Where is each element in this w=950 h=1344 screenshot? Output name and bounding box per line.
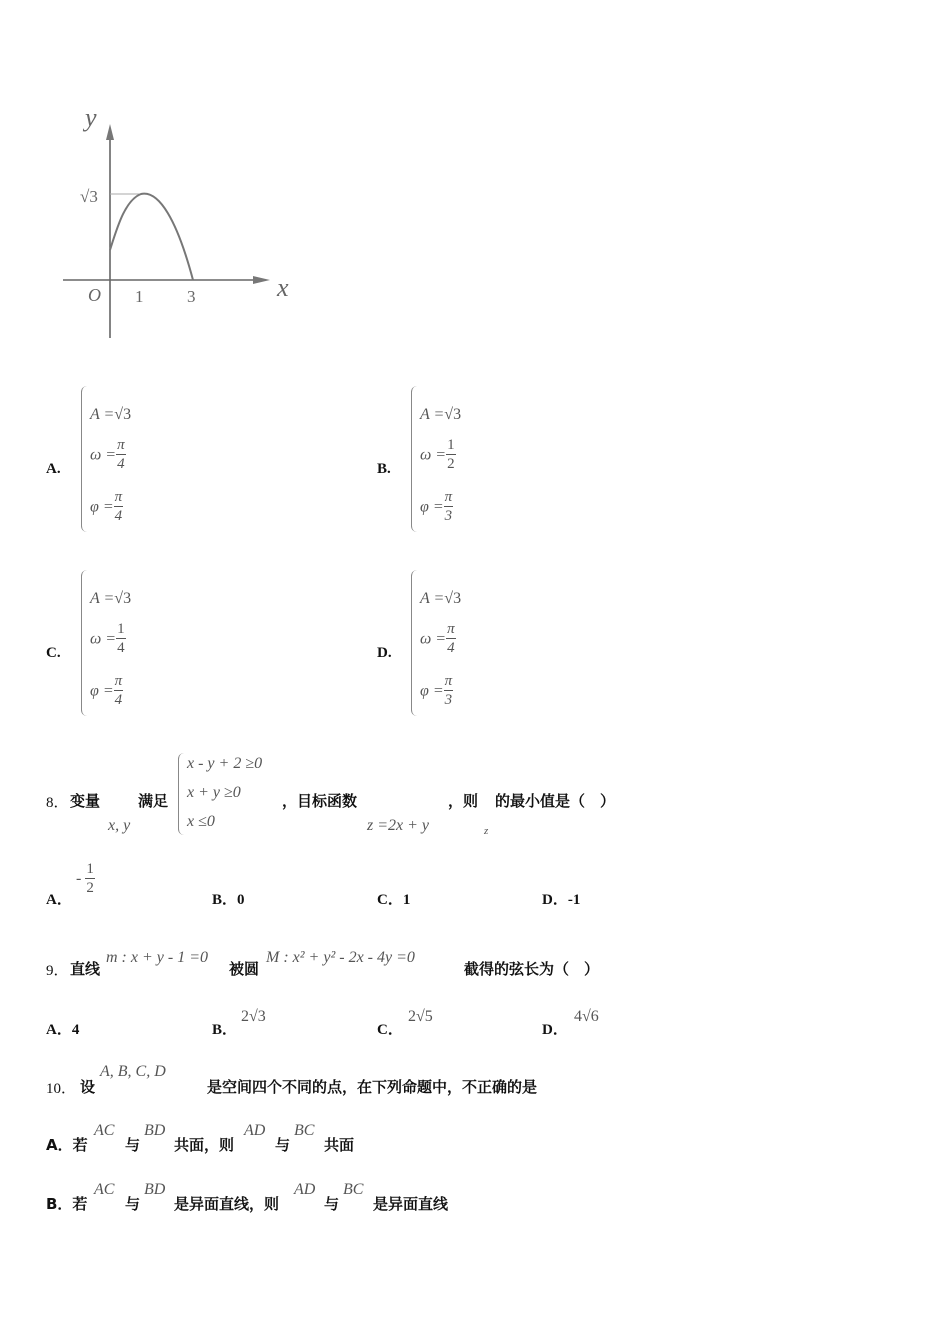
phi-num: π bbox=[444, 673, 453, 689]
q10-b-yu2: 与 bbox=[324, 1195, 340, 1213]
phi-num: π bbox=[114, 673, 123, 689]
omega-den: 4 bbox=[117, 456, 125, 472]
q8-text-then: ，则 bbox=[448, 792, 479, 810]
q10-a-yu2: 与 bbox=[275, 1136, 291, 1154]
a-lhs: A = bbox=[420, 590, 445, 607]
q9-text-chord: 截得的弦长为（ ） bbox=[464, 960, 600, 978]
origin-label: O bbox=[88, 285, 101, 305]
q10-a-ad: AD bbox=[244, 1122, 266, 1139]
omega-num: 1 bbox=[117, 621, 125, 637]
phi-lhs: φ = bbox=[90, 682, 114, 700]
q9-circle-equation: M : x² + y² - 2x - 4y =0 bbox=[266, 949, 415, 966]
omega-lhs: ω = bbox=[420, 630, 447, 648]
y-axis-label: y bbox=[85, 103, 97, 132]
q9-option-b-value: 2√3 bbox=[241, 1008, 266, 1025]
omega-den: 4 bbox=[447, 640, 455, 656]
q8-constraint-2: x + y ≥0 bbox=[187, 784, 241, 801]
q8-option-a-num: 1 bbox=[86, 861, 94, 877]
phi-lhs: φ = bbox=[420, 682, 444, 700]
q9-text-line: 直线 bbox=[70, 960, 101, 978]
q8-text-variables: 变量 bbox=[70, 792, 101, 810]
q8-option-a-sign: - bbox=[76, 870, 82, 887]
q7-option-a-label[interactable]: A. bbox=[46, 461, 61, 477]
omega-den: 2 bbox=[447, 456, 455, 472]
q8-option-a[interactable] bbox=[46, 888, 72, 909]
q8-vars: x, y bbox=[108, 817, 131, 834]
omega-den: 4 bbox=[117, 640, 125, 656]
q10-a-mid: 共面，则 bbox=[174, 1136, 235, 1154]
q10-b-ac: AC bbox=[94, 1181, 115, 1198]
q8-text-objective: ，目标函数 bbox=[282, 792, 358, 810]
omega-num: π bbox=[447, 621, 455, 637]
phi-den: 3 bbox=[444, 692, 453, 708]
q10-number: 10． bbox=[46, 1081, 77, 1097]
q10-b-ad: AD bbox=[294, 1181, 316, 1198]
q8-constraint-3: x ≤0 bbox=[187, 813, 215, 830]
q10-a-ac: AC bbox=[94, 1122, 115, 1139]
x-tick-1: 1 bbox=[135, 287, 144, 306]
q7-option-a-system[interactable] bbox=[81, 386, 172, 532]
q7-option-b-system[interactable] bbox=[411, 386, 502, 532]
a-lhs: A = bbox=[90, 406, 115, 423]
q8-text-satisfy: 满足 bbox=[138, 792, 169, 810]
q10-b-end: 是异面直线 bbox=[373, 1195, 449, 1213]
q8-text-min: 的最小值是（ ） bbox=[495, 792, 616, 810]
q8-option-a-value bbox=[76, 862, 95, 896]
phi-lhs: φ = bbox=[420, 498, 444, 516]
q9-line-equation: m : x + y - 1 =0 bbox=[106, 949, 209, 966]
q8-option-c[interactable]: C．1 bbox=[377, 892, 411, 908]
q7-option-b-label[interactable]: B. bbox=[377, 461, 391, 477]
q9-number: 9． bbox=[46, 963, 69, 979]
q8-constraints bbox=[178, 753, 284, 835]
q10-text-stem: 是空间四个不同的点，在下列命题中，不正确的是 bbox=[207, 1078, 538, 1096]
omega-lhs: ω = bbox=[420, 446, 447, 464]
x-tick-3: 3 bbox=[187, 287, 196, 306]
q10-a-yu1: 与 bbox=[125, 1136, 141, 1154]
q10-b-mid: 是异面直线，则 bbox=[174, 1195, 280, 1213]
phi-num: π bbox=[444, 489, 453, 505]
omega-lhs: ω = bbox=[90, 446, 117, 464]
q10-b-bc: BC bbox=[343, 1181, 364, 1198]
q7-option-d-system[interactable] bbox=[411, 570, 502, 716]
q9-option-c-value: 2√5 bbox=[408, 1008, 433, 1025]
q8-option-a-label: A． bbox=[46, 892, 72, 908]
phi-den: 4 bbox=[114, 692, 123, 708]
q9-text-circle: 被圆 bbox=[229, 960, 260, 978]
q8-option-a-den: 2 bbox=[86, 880, 94, 896]
q10-a-end: 共面 bbox=[324, 1136, 355, 1154]
q7-option-c-system[interactable] bbox=[81, 570, 172, 716]
phi-den: 3 bbox=[444, 508, 453, 524]
q8-number: 8． bbox=[46, 795, 69, 811]
q9-option-a[interactable]: A．4 bbox=[46, 1022, 80, 1038]
q8-option-b[interactable]: B．0 bbox=[212, 892, 245, 908]
q10-text-let: 设 bbox=[80, 1078, 96, 1096]
q7-option-d-label[interactable]: D. bbox=[377, 645, 392, 661]
q8-objective: z =2x + y bbox=[367, 817, 430, 834]
q10-option-a[interactable] bbox=[46, 1122, 466, 1156]
q10-a-bc: BC bbox=[294, 1122, 315, 1139]
x-axis-arrow bbox=[253, 276, 270, 284]
q9-option-c-label[interactable]: C． bbox=[377, 1022, 403, 1038]
omega-lhs: ω = bbox=[90, 630, 117, 648]
x-axis-label: x bbox=[277, 273, 289, 302]
a-lhs: A = bbox=[90, 590, 115, 607]
a-val: √3 bbox=[114, 406, 132, 423]
q8-constraint-1: x - y + 2 ≥0 bbox=[187, 755, 263, 772]
sine-graph bbox=[55, 100, 315, 345]
q10-points: A, B, C, D bbox=[100, 1063, 166, 1080]
a-lhs: A = bbox=[420, 406, 445, 423]
q9-option-b-label[interactable]: B． bbox=[212, 1022, 238, 1038]
q9-option-d-label[interactable]: D． bbox=[542, 1022, 568, 1038]
q8-z: z bbox=[484, 825, 489, 837]
q10-option-b-label: B．若 bbox=[46, 1195, 88, 1213]
q10-b-yu1: 与 bbox=[125, 1195, 141, 1213]
q8-option-d[interactable]: D．-1 bbox=[542, 892, 581, 908]
omega-num: 1 bbox=[447, 437, 455, 453]
q10-option-b[interactable] bbox=[46, 1181, 506, 1215]
phi-den: 4 bbox=[114, 508, 123, 524]
q10-a-bd: BD bbox=[144, 1122, 166, 1139]
phi-lhs: φ = bbox=[90, 498, 114, 516]
q10-option-a-label: A．若 bbox=[46, 1136, 88, 1154]
q7-option-c-label[interactable]: C. bbox=[46, 645, 61, 661]
sine-curve bbox=[110, 194, 193, 280]
omega-num: π bbox=[117, 437, 125, 453]
phi-num: π bbox=[114, 489, 123, 505]
a-val: √3 bbox=[114, 590, 132, 607]
q9-option-d-value: 4√6 bbox=[574, 1008, 599, 1025]
y-tick-sqrt3: √3 bbox=[80, 187, 98, 206]
a-val: √3 bbox=[444, 406, 462, 423]
q10-b-bd: BD bbox=[144, 1181, 166, 1198]
y-axis-arrow bbox=[106, 124, 114, 140]
a-val: √3 bbox=[444, 590, 462, 607]
